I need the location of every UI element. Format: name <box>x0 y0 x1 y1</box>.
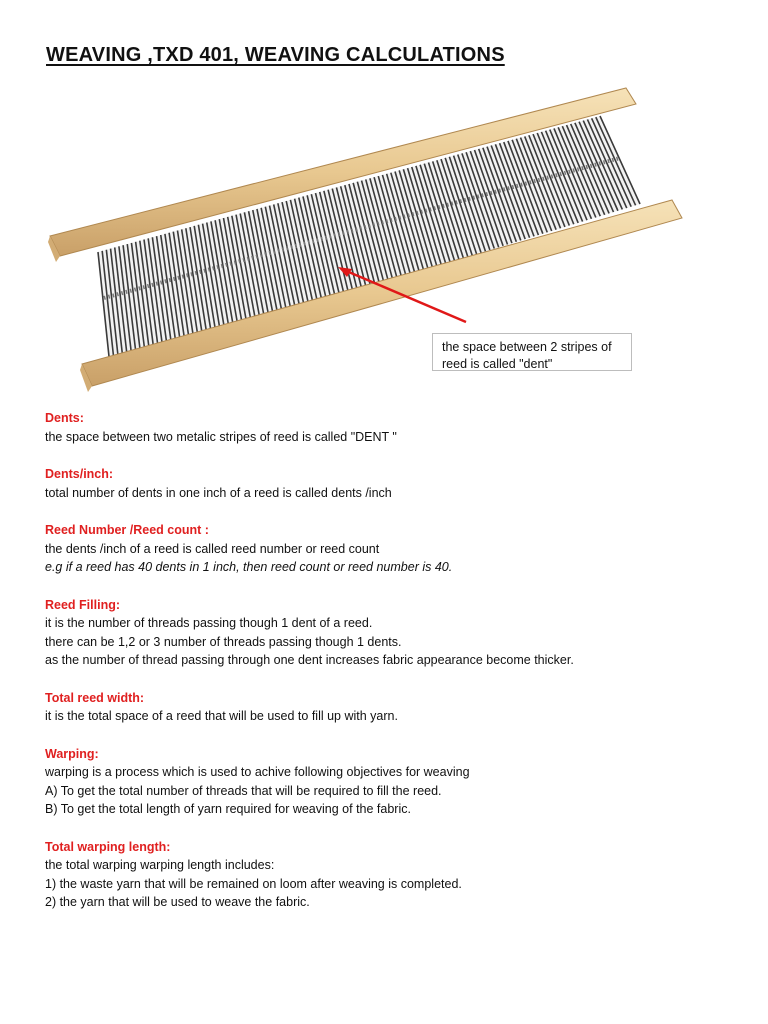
definition-text: it is the number of threads passing though 1 dent of a reed. <box>45 616 373 630</box>
page-title: WEAVING ,TXD 401, WEAVING CALCULATIONS <box>46 44 505 66</box>
reed-illustration <box>0 80 768 400</box>
weaving-reed-image <box>0 80 768 400</box>
definition-text: 1) the waste yarn that will be remained on loom after weaving is completed. <box>45 876 462 891</box>
definition-heading: Total reed width: <box>45 690 145 705</box>
definition-heading: Total warping length: <box>45 839 171 854</box>
definition-text: the total warping warping length includes: <box>45 858 275 872</box>
definition-section <box>45 745 735 819</box>
definition-text: the dents /inch of a reed is called reed number or reed count <box>45 541 380 556</box>
definition-text: total number of dents in one inch of a reed is called dents /inch <box>45 485 392 500</box>
dent-callout-box: the space between 2 stripes of reed is called "dent" <box>432 333 632 371</box>
definition-text: e.g if a reed has 40 dents in 1 inch, then reed count or reed number is 40. <box>45 560 453 574</box>
definition-text: as the number of thread passing through one dent increases fabric appearance become thicker. <box>45 653 574 667</box>
definition-section <box>45 838 735 912</box>
definition-text: warping is a process which is used to achive following objectives for weaving <box>45 765 470 779</box>
definition-heading: Reed Filling: <box>45 597 120 612</box>
definition-text: A) To get the total number of threads that will be required to fill the reed. <box>45 783 442 798</box>
definition-section <box>45 465 735 502</box>
definition-heading: Dents: <box>45 411 84 425</box>
definition-heading: Reed Number /Reed count : <box>45 523 209 537</box>
definition-heading: Dents/inch: <box>45 467 114 481</box>
definitions-list <box>45 409 735 931</box>
definition-section <box>45 596 735 670</box>
definition-text: 2) the yarn that will be used to weave the fabric. <box>45 895 310 909</box>
definition-text: B) To get the total length of yarn required for weaving of the fabric. <box>45 802 411 816</box>
definition-text: there can be 1,2 or 3 number of threads passing though 1 dents. <box>45 634 402 649</box>
definition-text: the space between two metalic stripes of reed is called "DENT " <box>45 429 397 444</box>
definition-section <box>45 409 735 446</box>
definition-section <box>45 689 735 726</box>
definition-section <box>45 521 735 577</box>
definition-heading: Warping: <box>45 746 99 761</box>
definition-text: it is the total space of a reed that will be used to fill up with yarn. <box>45 709 398 723</box>
